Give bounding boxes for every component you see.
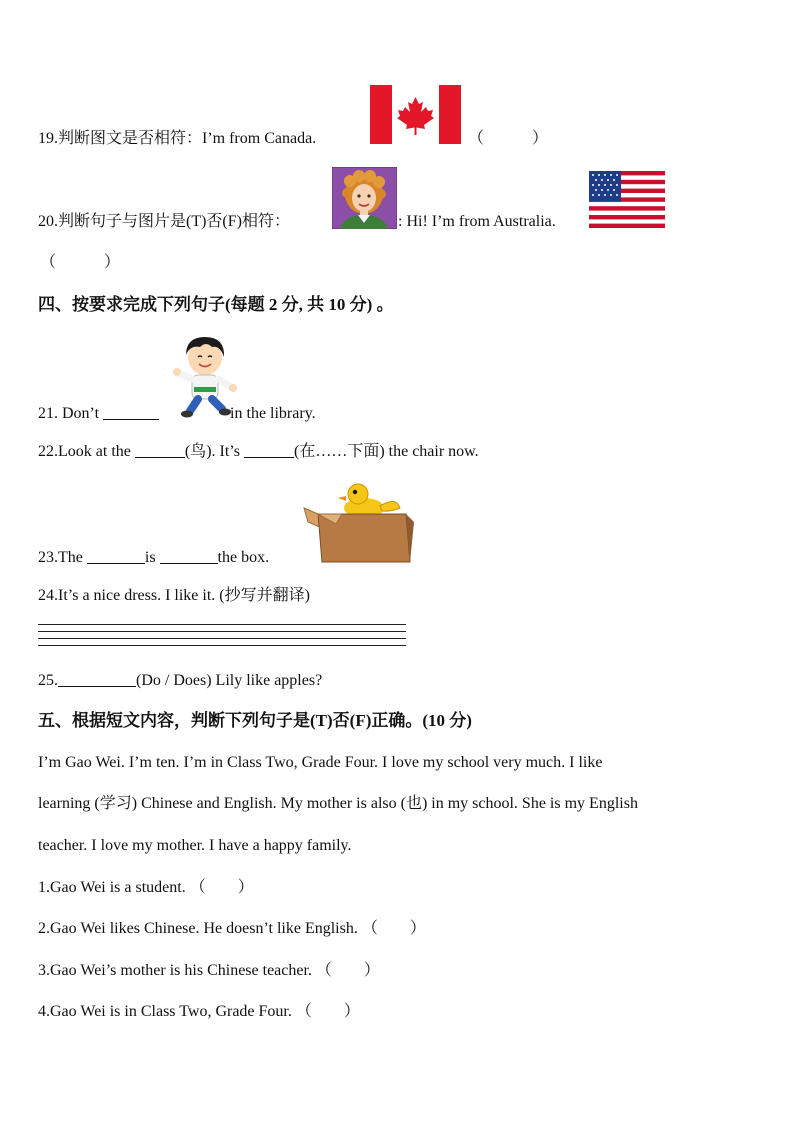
writing-line [38,645,406,646]
question-25-post: (Do / Does) Lily like apples? [136,672,323,689]
section-4-title: 四、按要求完成下列句子(每题 2 分, 共 10 分) 。 [38,295,394,314]
question-22-pre: 22.Look at the [38,443,135,460]
question-23-blank-2[interactable] [160,547,218,564]
question-23-mid: is [144,549,160,566]
question-20-text: : Hi! I’m from Australia. [398,213,556,230]
question-23-post: the box. [217,549,270,566]
tf-item-3-text: 3.Gao Wei’s mother is his Chinese teacher. [38,962,312,979]
girl-portrait-icon [332,167,397,229]
writing-line [38,631,406,632]
canada-flag-icon [370,85,461,144]
tf-item-2-paren[interactable]: （ ） [361,920,426,937]
question-21-post: in the library. [226,405,316,422]
writing-line [38,624,406,625]
tf-item-4 [38,1002,360,1022]
question-22-hint-1: (鸟). It’s [184,443,244,460]
duck-in-box-icon [302,478,414,564]
question-22 [38,441,479,462]
question-25-blank[interactable] [58,670,136,687]
section-5-title: 五、根据短文内容，判断下列句子是(T)否(F)正确。(10 分) [38,711,472,730]
tf-item-2-text: 2.Gao Wei likes Chinese. He doesn’t like English. [38,920,358,937]
question-23-blank-1[interactable] [87,547,145,564]
tf-item-3-paren[interactable]: （ ） [315,962,380,979]
question-25-pre: 25. [38,672,58,689]
usa-flag-icon [589,171,665,228]
question-22-hint-2: (在……下面) the chair now. [293,443,479,460]
question-22-blank-2[interactable] [244,441,294,458]
question-24-text: 24.It’s a nice dress. I like it. (抄写并翻译) [38,587,310,604]
tf-item-1-paren[interactable]: （ ） [189,879,254,896]
passage-line-2: learning (学习) Chinese and English. My mother is also (也) in my school. She is my English [38,795,638,812]
question-19-answer-paren: （ ） [468,130,549,147]
question-25 [38,670,322,691]
tf-item-2 [38,919,426,939]
question-21-blank[interactable] [103,403,159,420]
question-19-text: 19.判断图文是否相符：I’m from Canada. [38,130,317,147]
question-23-pre: 23.The [38,549,87,566]
writing-line [38,638,406,639]
question-19 [38,129,316,149]
passage-line-1: I’m Gao Wei. I’m ten. I’m in Class Two, Grade Four. I love my school very much. I like [38,754,603,771]
tf-item-1-text: 1.Gao Wei is a student. [38,879,186,896]
question-21 [38,403,316,424]
question-20-prefix: 20.判断句子与图片是(T)否(F)相符： [38,213,290,230]
question-24-writing-lines[interactable] [38,624,406,652]
question-20-answer-paren: （ ） [40,254,121,271]
tf-item-3 [38,961,380,981]
tf-item-1 [38,878,254,898]
tf-item-4-paren[interactable]: （ ） [295,1003,360,1020]
tf-item-4-text: 4.Gao Wei is in Class Two, Grade Four. [38,1003,292,1020]
question-23 [38,547,269,568]
passage-line-3: teacher. I love my mother. I have a happy family. [38,837,352,854]
question-21-pre: 21. Don’t [38,405,104,422]
question-22-blank-1[interactable] [135,441,185,458]
